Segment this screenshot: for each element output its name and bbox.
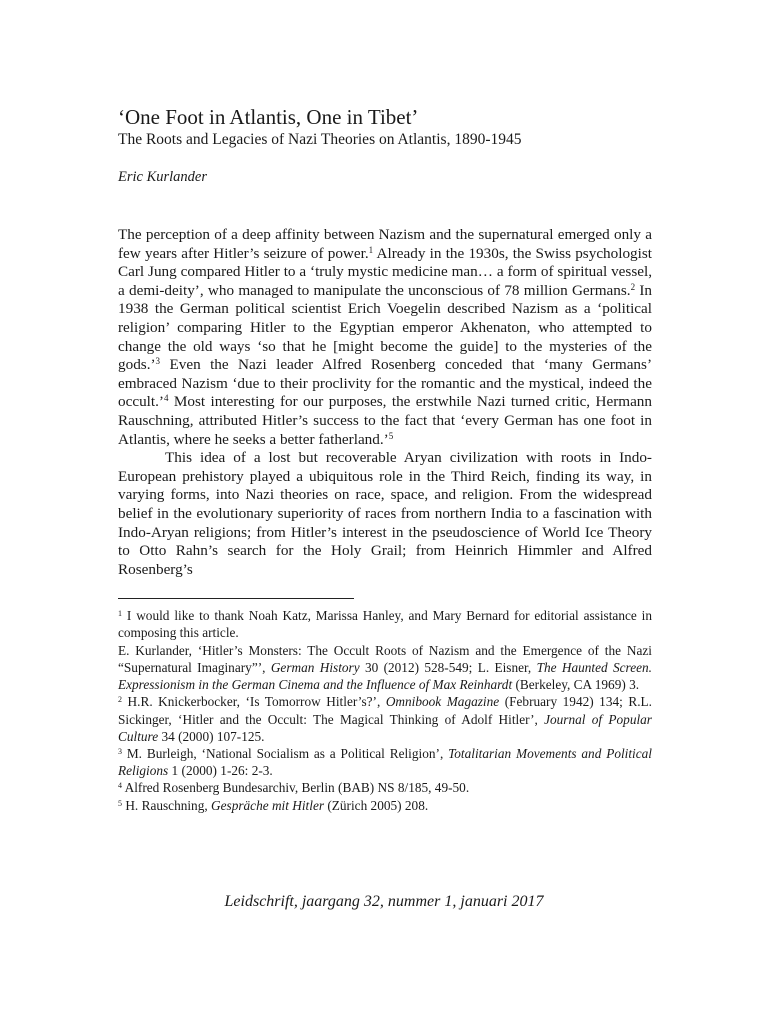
footnote-number: 2: [118, 695, 122, 705]
footnote-text: E. Kurlander, ‘Hitler’s Monsters: The Occult Roots of Nazism and the Emergence of the Nazi “Supernatural Imaginary”’,: [118, 642, 652, 675]
footnote-1-continued: [118, 642, 652, 694]
article-body: [118, 226, 652, 579]
footnote-text: (February 1942) 134; R.L. Sickinger, ‘Hitler and the Occult: The Magical Thinking of Adolf Hitler’,: [118, 694, 652, 727]
article-title: ‘One Foot in Atlantis, One in Tibet’: [118, 105, 419, 129]
footnote-text: H.R. Knickerbocker, ‘Is Tomorrow Hitler’s?’,: [122, 694, 386, 710]
footnote-text: (Zürich 2005) 208.: [324, 797, 429, 813]
footnote-ref-1: 1: [368, 244, 374, 255]
body-paragraph-2: This idea of a lost but recoverable Aryan civilization with roots in Indo-European prehistory played a ubiquitous role in the Third Reich, finding its way, in varying forms, into Nazi theories on race, space, and religion. From the widespread belief in the evolutionary superiority of races from northern India to a fascination with Indo-Aryan religions; from Hitler’s interest in the pseudoscience of World Ice Theory to Otto Rahn’s search for the Holy Grail; from Heinrich Himmler and Alfred Rosenberg’s: [118, 449, 652, 578]
footnote-text: Alfred Rosenberg Bundesarchiv, Berlin (BAB) NS 8/185, 49-50.: [122, 780, 470, 796]
footnote-divider: [118, 598, 354, 599]
footnote-book-title: The Haunted Screen. Expressionism in the German Cinema and the Influence of Max Reinhardt: [118, 659, 653, 693]
footnote-number: 3: [118, 746, 122, 756]
body-p1-seg-5: Most interesting for our purposes, the erstwhile Nazi turned critic, Hermann Rauschning, attributed Hitler’s success to the fact that ‘every German has one foot in Atlantis, where he seeks a better fatherland.’: [118, 393, 652, 448]
article-author: Eric Kurlander: [118, 169, 208, 185]
footnote-journal-title: Journal of Popular Culture: [118, 711, 652, 744]
footnote-text: 1 (2000) 1-26: 2-3.: [168, 763, 273, 779]
body-p1-seg-4: Even the Nazi leader Alfred Rosenberg conceded that ‘many Germans’ embraced Nazism ‘due to their proclivity for the romantic and the mystical, indeed the occult.’: [118, 356, 652, 411]
body-paragraph-1: [118, 226, 652, 449]
body-p1-seg-3: In 1938 the German political scientist Erich Voegelin described Nazism as a ‘political religion’ comparing Hitler to the Egyptian emperor Akhenaton, who attempted to change the old ways ‘so that he [might become the guide] to the mysteries of the gods.’: [118, 281, 652, 374]
footnote-ref-3: 3: [155, 356, 161, 367]
footnote-journal-title: Totalitarian Movements and Political Religions: [118, 745, 652, 779]
article-page: [118, 104, 652, 814]
footnote-ref-4: 4: [163, 393, 169, 404]
body-p1-seg-2: Already in the 1930s, the Swiss psychologist Carl Jung compared Hitler to a ‘truly mystic medicine man… a form of spiritual vessel, a demi-deity’, who managed to manipulate the unconscious of 78 million Germans.: [118, 244, 652, 299]
footnote-1: [118, 607, 652, 641]
footnote-3: [118, 745, 652, 779]
footnote-text: M. Burleigh, ‘National Socialism as a Political Religion’,: [122, 745, 449, 761]
footnote-2: [118, 693, 652, 745]
footnote-text: 30 (2012) 528-549; L. Eisner,: [359, 659, 537, 675]
footnote-ref-5: 5: [388, 430, 394, 441]
footnotes: [118, 607, 652, 813]
footnote-text: I would like to thank Noah Katz, Marissa Hanley, and Mary Bernard for editorial assistance in composing this article.: [118, 608, 652, 641]
footnote-text: (Berkeley, CA 1969) 3.: [512, 677, 640, 693]
footnote-5: [118, 797, 652, 814]
footnote-text: H. Rauschning,: [122, 797, 212, 813]
article-subtitle: The Roots and Legacies of Nazi Theories on Atlantis, 1890-1945: [118, 131, 522, 148]
footnote-journal-title: Omnibook Magazine: [385, 694, 500, 710]
footnote-4: [118, 779, 652, 796]
footnote-number: 1: [118, 609, 122, 619]
running-footer: Leidschrift, jaargang 32, nummer 1, januari 2017: [224, 893, 544, 910]
footnote-journal-title: German History: [270, 659, 360, 675]
footnote-book-title: Gespräche mit Hitler: [211, 797, 325, 813]
footnote-number: 4: [118, 781, 122, 791]
body-p1-seg-1: The perception of a deep affinity between Nazism and the supernatural emerged only a few years after Hitler’s seizure of power.: [118, 226, 652, 262]
footnote-ref-2: 2: [630, 281, 636, 292]
footnote-text: 34 (2000) 107-125.: [158, 728, 265, 744]
footnote-number: 5: [118, 798, 122, 808]
